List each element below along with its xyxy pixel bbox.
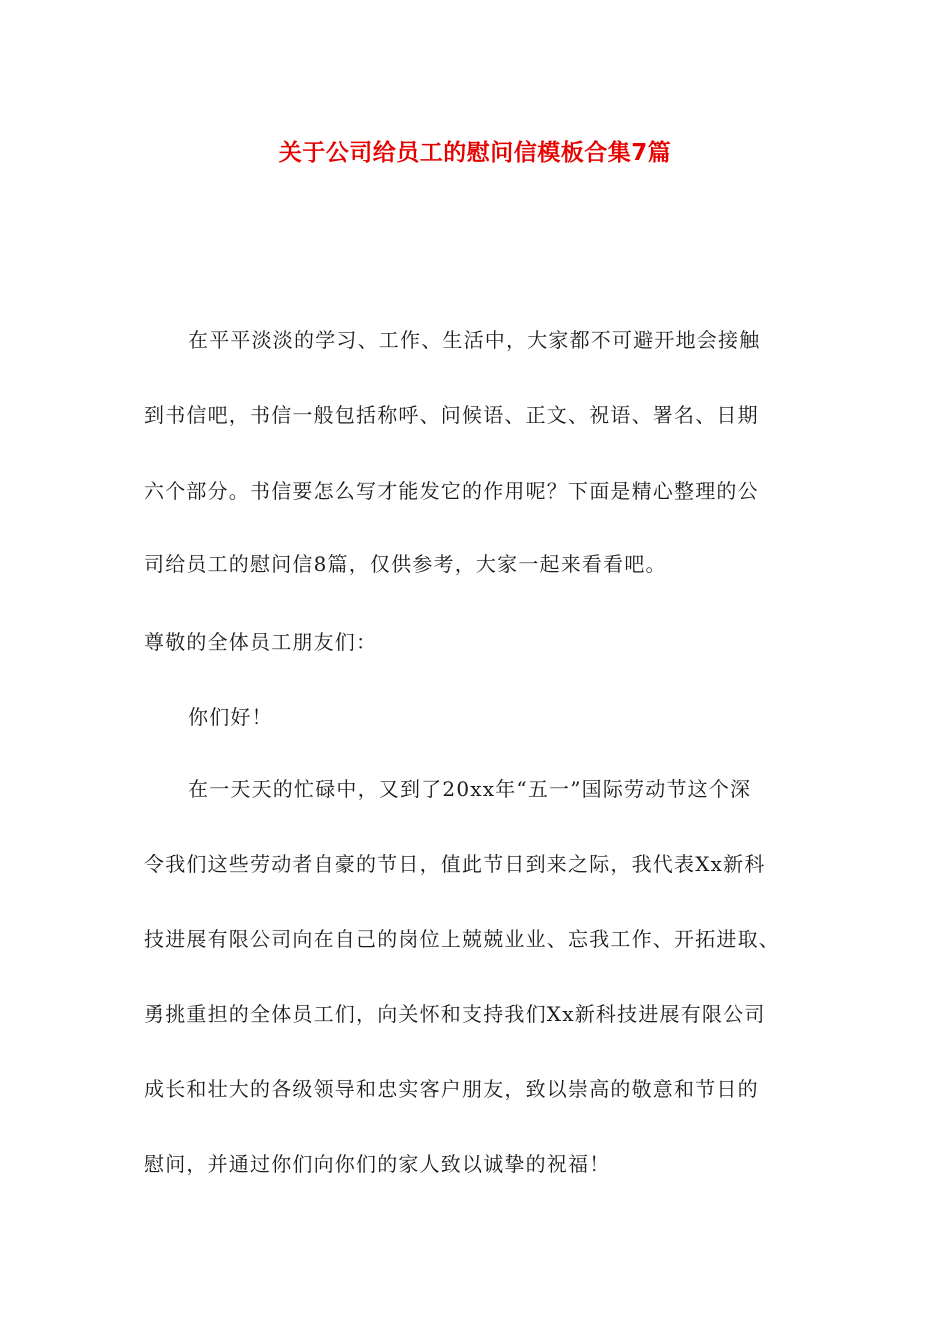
- greeting: 你们好！: [188, 705, 273, 729]
- body-line-2: 令我们这些劳动者自豪的节日，值此节日到来之际，我代表Xx新科: [144, 852, 766, 876]
- salutation: 尊敬的全体员工朋友们：: [144, 630, 378, 654]
- body-line-3: 技进展有限公司向在自己的岗位上兢兢业业、忘我工作、开拓进取、: [144, 927, 780, 951]
- body-line-5: 成长和壮大的各级领导和忠实客户朋友，致以崇高的敬意和节日的: [144, 1077, 759, 1101]
- intro-line-2: 到书信吧，书信一般包括称呼、问候语、正文、祝语、署名、日期: [144, 403, 759, 427]
- intro-line-4: 司给员工的慰问信8篇，仅供参考，大家一起来看看吧。: [144, 552, 667, 576]
- body-line-4: 勇挑重担的全体员工们，向关怀和支持我们Xx新科技进展有限公司: [144, 1002, 766, 1026]
- intro-line-3: 六个部分。书信要怎么写才能发它的作用呢？下面是精心整理的公: [144, 479, 759, 503]
- document-title: 关于公司给员工的慰问信模板合集7篇: [278, 140, 672, 166]
- body-line-1: 在一天天的忙碌中，又到了20xx年“五一”国际劳动节这个深: [188, 777, 752, 801]
- intro-line-1: 在平平淡淡的学习、工作、生活中，大家都不可避开地会接触: [188, 328, 761, 352]
- body-line-6: 慰问，并通过你们向你们的家人致以诚挚的祝福！: [144, 1152, 611, 1176]
